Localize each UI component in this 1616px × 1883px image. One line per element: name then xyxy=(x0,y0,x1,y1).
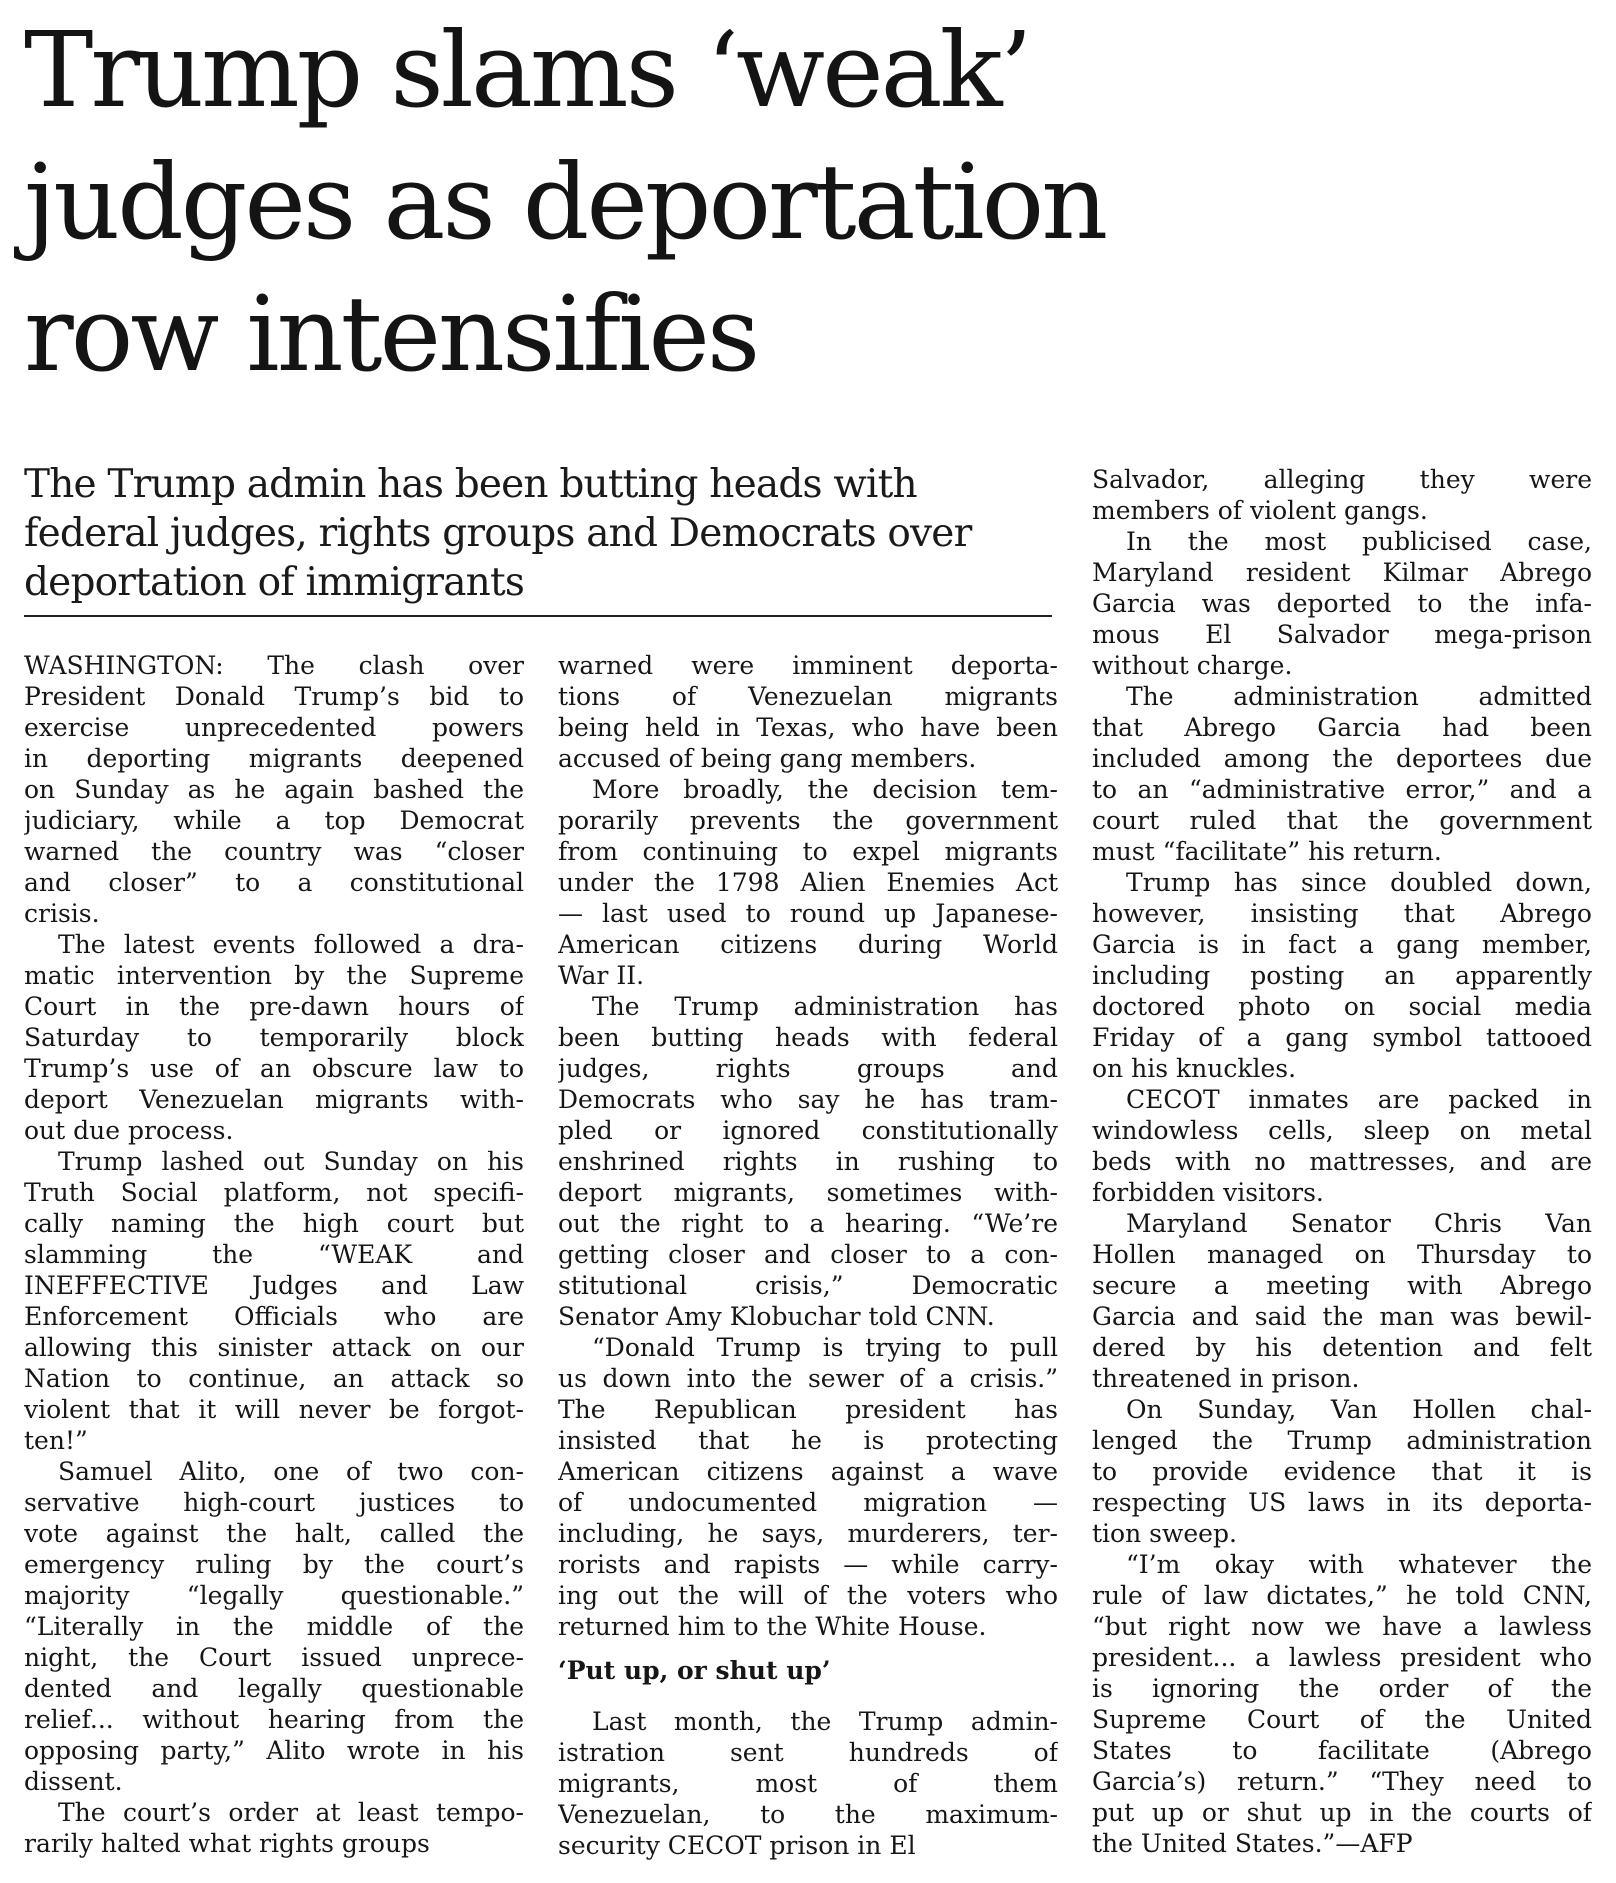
text-line: Maryland resident Kilmar Abrego xyxy=(1092,558,1592,587)
text-line: warned the country was “closer xyxy=(24,837,524,866)
text-line: been butting heads with federal xyxy=(558,1023,1058,1052)
text-line: court ruled that the government xyxy=(1092,806,1592,835)
text-line: On Sunday, Van Hollen chal- xyxy=(1126,1395,1592,1424)
text-line: cally naming the high court but xyxy=(24,1209,524,1238)
text-line: Hollen managed on Thursday to xyxy=(1092,1240,1592,1269)
text-line: majority “legally questionable.” xyxy=(24,1581,524,1610)
subheading: ‘Put up, or shut up’ xyxy=(558,1656,831,1685)
text-line: being held in Texas, who have been xyxy=(558,713,1058,742)
text-line: included among the deportees due xyxy=(1092,744,1592,773)
text-line: Senator Amy Klobuchar told CNN. xyxy=(558,1302,995,1331)
text-line: that Abrego Garcia had been xyxy=(1092,713,1592,742)
text-line: exercise unprecedented powers xyxy=(24,713,524,742)
text-line: respecting US laws in its deporta- xyxy=(1092,1488,1592,1517)
text-line: out due process. xyxy=(24,1116,234,1145)
text-line: — last used to round up Japanese- xyxy=(558,899,1058,928)
text-line: including, he says, murderers, ter- xyxy=(558,1519,1058,1548)
column-2-lines-bottom xyxy=(558,1706,1058,1861)
text-line: The court’s order at least tempo- xyxy=(58,1798,524,1827)
text-line: tions of Venezuelan migrants xyxy=(558,682,1058,711)
text-line: “Donald Trump is trying to pull xyxy=(592,1333,1058,1362)
text-line: security CECOT prison in El xyxy=(558,1831,916,1860)
text-line: President Donald Trump’s bid to xyxy=(24,682,524,711)
column-2-lines-top xyxy=(558,650,1058,1642)
text-line: emergency ruling by the court’s xyxy=(24,1550,524,1579)
text-line: Trump lashed out Sunday on his xyxy=(58,1147,524,1176)
text-line: rule of law dictates,” he told CNN, xyxy=(1092,1581,1592,1610)
text-line: judges, rights groups and xyxy=(558,1054,1058,1083)
text-line: Truth Social platform, not specifi- xyxy=(24,1178,524,1207)
text-line: windowless cells, sleep on metal xyxy=(1092,1116,1592,1145)
column-1-lines xyxy=(24,650,524,1859)
text-line: ten!” xyxy=(24,1426,88,1455)
headline xyxy=(24,4,1584,400)
text-line: president... a lawless president who xyxy=(1092,1643,1592,1672)
text-line: vote against the halt, called the xyxy=(24,1519,524,1548)
text-line: More broadly, the decision tem- xyxy=(592,775,1058,804)
text-line: istration sent hundreds of xyxy=(558,1738,1058,1767)
text-line: Salvador, alleging they were xyxy=(1092,465,1592,494)
text-line: Trump has since doubled down, xyxy=(1126,868,1592,897)
text-line: lenged the Trump administration xyxy=(1092,1426,1592,1455)
text-line: Garcia’s) return.” “They need to xyxy=(1092,1767,1592,1796)
text-line: Last month, the Trump admin- xyxy=(592,1707,1058,1736)
text-line: secure a meeting with Abrego xyxy=(1092,1271,1592,1300)
standfirst-line: federal judges, rights groups and Democrats over xyxy=(24,511,972,556)
text-line: must “facilitate” his return. xyxy=(1092,837,1442,866)
standfirst-line: deportation of immigrants xyxy=(24,560,525,605)
text-line: in deporting migrants deepened xyxy=(24,744,524,773)
text-line: dented and legally questionable xyxy=(24,1674,524,1703)
standfirst-line: The Trump admin has been butting heads with xyxy=(24,462,917,507)
text-line: dissent. xyxy=(24,1767,123,1796)
text-line: “Literally in the middle of the xyxy=(24,1612,524,1641)
text-line: Garcia and said the man was bewil- xyxy=(1092,1302,1592,1331)
text-line: “I’m okay with whatever the xyxy=(1126,1550,1592,1579)
text-line: tion sweep. xyxy=(1092,1519,1237,1548)
text-line: from continuing to expel migrants xyxy=(558,837,1058,866)
text-line: WASHINGTON: The clash over xyxy=(24,651,524,680)
text-line: American citizens against a wave xyxy=(558,1457,1058,1486)
text-line: insisted that he is protecting xyxy=(558,1426,1058,1455)
text-line: Nation to continue, an attack so xyxy=(24,1364,524,1393)
text-line: In the most publicised case, xyxy=(1126,527,1592,556)
text-line: ing out the will of the voters who xyxy=(558,1581,1058,1610)
text-line: out the right to a hearing. “We’re xyxy=(558,1209,1058,1238)
text-line: The administration admitted xyxy=(1126,682,1592,711)
text-line: “but right now we have a lawless xyxy=(1092,1612,1592,1641)
text-line: doctored photo on social media xyxy=(1092,992,1592,1021)
text-line: American citizens during World xyxy=(558,930,1058,959)
text-line: judiciary, while a top Democrat xyxy=(24,806,524,835)
text-line: The Republican president has xyxy=(558,1395,1058,1424)
text-line: dered by his detention and felt xyxy=(1092,1333,1592,1362)
text-line: Enforcement Officials who are xyxy=(24,1302,524,1331)
column-3-lines xyxy=(1092,464,1592,1859)
text-line: Court in the pre-dawn hours of xyxy=(24,992,524,1021)
text-line: us down into the sewer of a crisis.” xyxy=(558,1364,1058,1393)
text-line: slamming the “WEAK and xyxy=(24,1240,524,1269)
text-line: getting closer and closer to a con- xyxy=(558,1240,1058,1269)
text-line: Friday of a gang symbol tattooed xyxy=(1092,1023,1592,1052)
standfirst xyxy=(24,460,1052,607)
article-column-3 xyxy=(1092,464,1592,1859)
text-line: The Trump administration has xyxy=(592,992,1058,1021)
standfirst-rule xyxy=(24,615,1052,617)
text-line: servative high-court justices to xyxy=(24,1488,524,1517)
text-line: opposing party,” Alito wrote in his xyxy=(24,1736,524,1765)
text-line: deport Venezuelan migrants with- xyxy=(24,1085,524,1114)
text-line: beds with no mattresses, and are xyxy=(1092,1147,1592,1176)
text-line: migrants, most of them xyxy=(558,1769,1058,1798)
text-line: Trump’s use of an obscure law to xyxy=(24,1054,524,1083)
text-line: matic intervention by the Supreme xyxy=(24,961,524,990)
text-line: War II. xyxy=(558,961,645,990)
text-line: States to facilitate (Abrego xyxy=(1092,1736,1592,1765)
text-line: returned him to the White House. xyxy=(558,1612,987,1641)
text-line: INEFFECTIVE Judges and Law xyxy=(24,1271,524,1300)
text-line: Samuel Alito, one of two con- xyxy=(58,1457,524,1486)
text-line: allowing this sinister attack on our xyxy=(24,1333,524,1362)
text-line: rarily halted what rights groups xyxy=(24,1829,430,1858)
text-line: CECOT inmates are packed in xyxy=(1126,1085,1592,1114)
text-line: under the 1798 Alien Enemies Act xyxy=(558,868,1058,897)
text-line: enshrined rights in rushing to xyxy=(558,1147,1058,1176)
text-line: violent that it will never be forgot- xyxy=(24,1395,524,1424)
text-line: Supreme Court of the United xyxy=(1092,1705,1592,1734)
text-line: night, the Court issued unprece- xyxy=(24,1643,524,1672)
text-line: pled or ignored constitutionally xyxy=(558,1116,1058,1145)
text-line: The latest events followed a dra- xyxy=(58,930,524,959)
text-line: Democrats who say he has tram- xyxy=(558,1085,1058,1114)
text-line: deport migrants, sometimes with- xyxy=(558,1178,1058,1207)
text-line: of undocumented migration — xyxy=(558,1488,1058,1517)
text-line: on his knuckles. xyxy=(1092,1054,1297,1083)
text-line: threatened in prison. xyxy=(1092,1364,1360,1393)
text-line: without charge. xyxy=(1092,651,1293,680)
text-line: on Sunday as he again bashed the xyxy=(24,775,524,804)
text-line: including posting an apparently xyxy=(1092,961,1592,990)
text-line: Garcia was deported to the infa- xyxy=(1092,589,1592,618)
text-line: and closer” to a constitutional xyxy=(24,868,524,897)
text-line: relief... without hearing from the xyxy=(24,1705,524,1734)
text-line: however, insisting that Abrego xyxy=(1092,899,1592,928)
text-line: the United States.”—AFP xyxy=(1092,1829,1413,1858)
text-line: to provide evidence that it is xyxy=(1092,1457,1592,1486)
text-line: accused of being gang members. xyxy=(558,744,977,773)
text-line: to an “administrative error,” and a xyxy=(1092,775,1592,804)
text-line: crisis. xyxy=(24,899,100,928)
text-line: rorists and rapists — while carry- xyxy=(558,1550,1058,1579)
text-line: forbidden visitors. xyxy=(1092,1178,1324,1207)
text-line: Saturday to temporarily block xyxy=(24,1023,524,1052)
article-column-1 xyxy=(24,650,524,1859)
text-line: put up or shut up in the courts of xyxy=(1092,1798,1592,1827)
text-line: stitutional crisis,” Democratic xyxy=(558,1271,1058,1300)
text-line: mous El Salvador mega-prison xyxy=(1092,620,1592,649)
text-line: porarily prevents the government xyxy=(558,806,1058,835)
text-line: members of violent gangs. xyxy=(1092,496,1428,525)
text-line: Garcia is in fact a gang member, xyxy=(1092,930,1592,959)
text-line: Venezuelan, to the maximum- xyxy=(558,1800,1058,1829)
headline-line: judges as deportation xyxy=(24,141,1106,263)
text-line: warned were imminent deporta- xyxy=(558,651,1058,680)
article-column-2 xyxy=(558,650,1058,1861)
text-line: is ignoring the order of the xyxy=(1092,1674,1592,1703)
headline-line: Trump slams ‘weak’ xyxy=(24,9,1030,131)
headline-line: row intensifies xyxy=(24,273,758,395)
text-line: Maryland Senator Chris Van xyxy=(1126,1209,1592,1238)
